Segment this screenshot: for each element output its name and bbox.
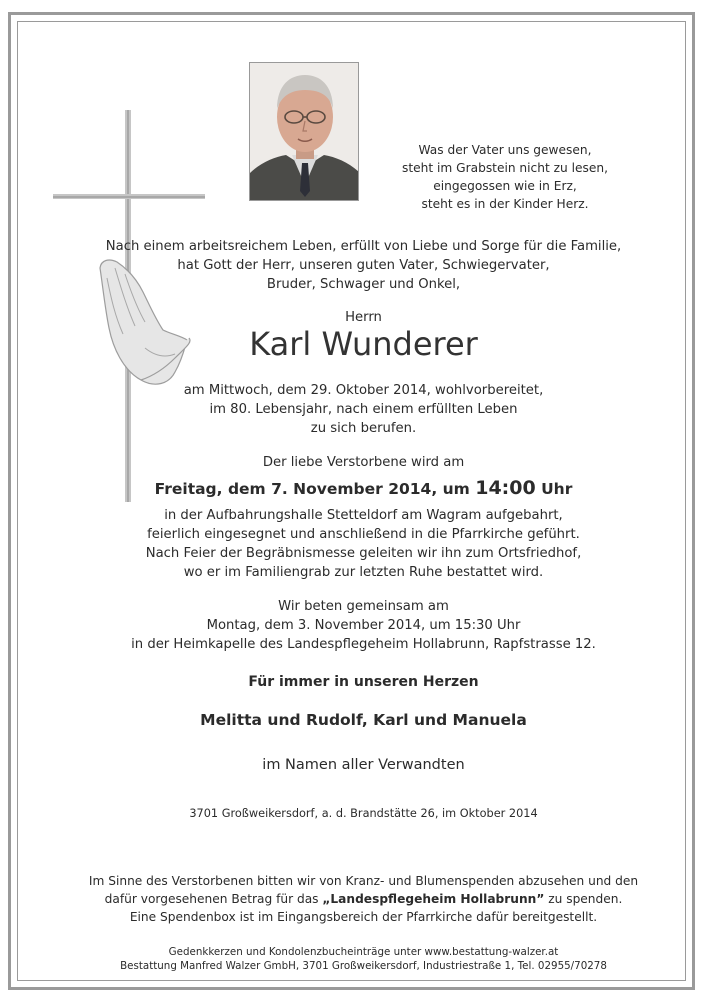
prayer-line: Montag, dem 3. November 2014, um 15:30 Uhr [206,618,521,633]
donation-line: Eine Spendenbox ist im Eingangsbereich der Pfarrkirche dafür bereitgestellt. [129,910,598,924]
death-line: zu sich berufen. [310,421,417,436]
deceased-name: Karl Wunderer [249,325,478,363]
footer-line: Gedenkkerzen und Kondolenzbucheinträge unter www.bestattung-walzer.at [168,946,559,958]
donation-text: dafür vorgesehenen Betrag für das [104,892,323,906]
portrait-photo [249,62,359,201]
donation-line: Im Sinne des Verstorbenen bitten wir von Kranz- und Blumenspenden abzusehen und den [88,874,639,888]
funeral-line: in der Aufbahrungshalle Stetteldorf am Wagram aufgebahrt, [164,508,563,523]
poem-line: steht im Grabstein nicht zu lesen, [402,161,608,175]
intro-line: Bruder, Schwager und Onkel, [266,277,461,292]
funeral-date-suffix: Uhr [535,480,573,498]
funeral-intro: Der liebe Verstorbene wird am [262,455,465,470]
relatives-line: im Namen aller Verwandten [262,757,465,773]
funeral-line: wo er im Familiengrab zur letzten Ruhe bestattet wird. [183,565,544,580]
prayer-line: Wir beten gemeinsam am [278,599,449,614]
footer-line: Bestattung Manfred Walzer GmbH, 3701 Großweikersdorf, Industriestraße 1, Tel. 02955/70278 [120,960,607,972]
death-line: am Mittwoch, dem 29. Oktober 2014, wohlvorbereitet, [183,383,544,398]
place-date: 3701 Großweikersdorf, a. d. Brandstätte 26, im Oktober 2014 [189,807,538,820]
forever-heading: Für immer in unseren Herzen [248,674,479,690]
donation-line [0,890,727,908]
funeral-date-text: Freitag, dem 7. November 2014, um [154,480,476,498]
funeral-date [0,477,727,500]
poem [385,141,625,213]
mourners: Melitta und Rudolf, Karl und Manuela [200,711,527,729]
salutation: Herrn [345,310,382,325]
intro-line: Nach einem arbeitsreichem Leben, erfüllt von Liebe und Sorge für die Familie, [105,239,622,254]
donation-recipient: „Landespflegeheim Hollabrunn” [322,892,545,906]
death-line: im 80. Lebensjahr, nach einem erfüllten Leben [209,402,518,417]
prayer-line: in der Heimkapelle des Landespflegeheim Hollabrunn, Rapfstrasse 12. [131,637,596,652]
poem-line: steht es in der Kinder Herz. [421,197,589,211]
funeral-line: feierlich eingesegnet und anschließend in die Pfarrkirche geführt. [147,527,580,542]
intro-line: hat Gott der Herr, unseren guten Vater, Schwiegervater, [177,258,550,273]
funeral-time: 14:00 [475,477,536,499]
funeral-line: Nach Feier der Begräbnismesse geleiten wir ihn zum Ortsfriedhof, [145,546,582,561]
poem-line: eingegossen wie in Erz, [433,179,577,193]
donation-text: zu spenden. [544,892,623,906]
poem-line: Was der Vater uns gewesen, [418,143,592,157]
